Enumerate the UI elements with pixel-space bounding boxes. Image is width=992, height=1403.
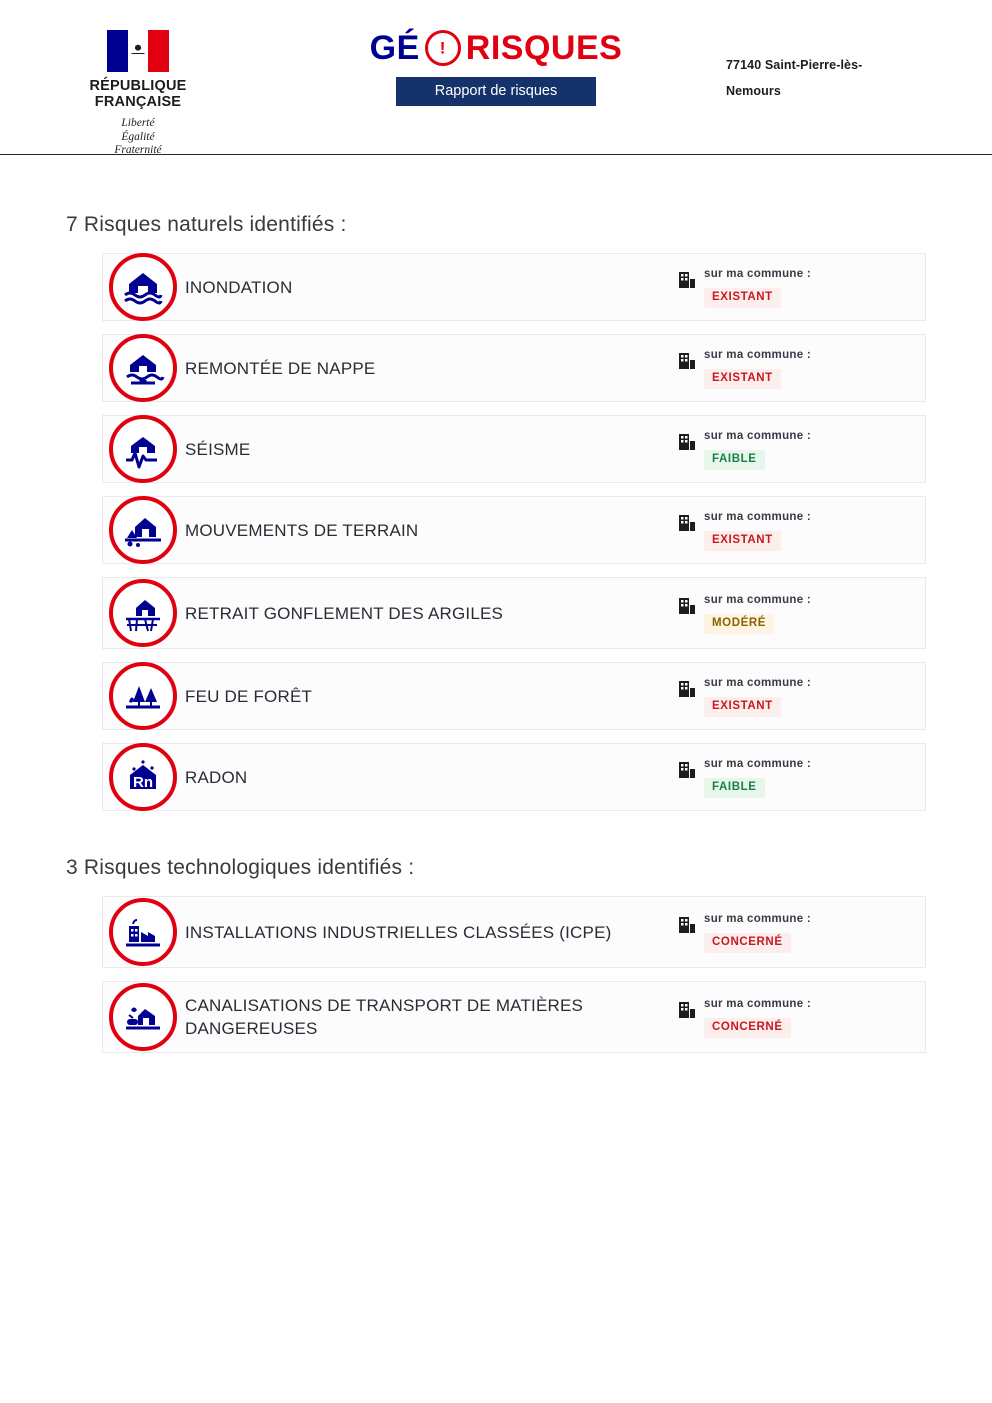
status-badge: CONCERNÉ <box>704 1018 791 1038</box>
commune-text: sur ma commune : <box>704 510 812 523</box>
republique-francaise-logo <box>63 30 213 158</box>
status-badge: FAIBLE <box>704 778 765 798</box>
status-badge: EXISTANT <box>704 697 781 717</box>
risk-label: REMONTÉE DE NAPPE <box>185 358 376 378</box>
status-badge: EXISTANT <box>704 369 781 389</box>
risk-row-canalisations-matieres-dangereuses[interactable] <box>102 981 926 1053</box>
address-line-2: Nemours <box>726 84 781 98</box>
rapport-de-risques-button[interactable]: Rapport de risques <box>396 77 596 106</box>
commune-building-icon <box>678 271 696 294</box>
mouvements-de-terrain-icon <box>109 496 177 564</box>
icpe-icon <box>109 898 177 966</box>
commune-text: sur ma commune : <box>704 593 812 606</box>
commune-building-icon <box>678 352 696 375</box>
republic-title-line2: FRANÇAISE <box>94 94 182 110</box>
risk-row-radon[interactable] <box>102 743 926 811</box>
svg-text:Rn: Rn <box>133 774 153 791</box>
remontee-de-nappe-icon <box>109 334 177 402</box>
feu-de-foret-icon <box>109 662 177 730</box>
risques-technologiques-list <box>102 896 926 1053</box>
devise-liberte: Liberté <box>121 117 155 129</box>
commune-text: sur ma commune : <box>704 267 812 280</box>
risk-row-icpe[interactable] <box>102 896 926 968</box>
report-content <box>0 213 992 1053</box>
brand-ge-text: GÉ <box>369 29 420 67</box>
republic-title-line1: RÉPUBLIQUE <box>89 78 187 94</box>
risk-label: CANALISATIONS DE TRANSPORT DE MATIÈRES DANGEREUSES <box>185 996 584 1038</box>
devise-egalite: Égalité <box>121 130 155 143</box>
seisme-icon <box>109 415 177 483</box>
commune-text: sur ma commune : <box>704 997 812 1010</box>
commune-building-icon <box>678 1001 696 1024</box>
section-title-risques-naturels: 7 Risques naturels identifiés : <box>66 213 347 236</box>
status-badge: EXISTANT <box>704 288 781 308</box>
commune-building-icon <box>678 514 696 537</box>
commune-building-icon <box>678 597 696 620</box>
risk-row-remontee-de-nappe[interactable] <box>102 334 926 402</box>
commune-building-icon <box>678 433 696 456</box>
risk-label: MOUVEMENTS DE TERRAIN <box>185 520 419 540</box>
risk-label: RADON <box>185 767 248 787</box>
risk-row-inondation[interactable] <box>102 253 926 321</box>
risk-label: INSTALLATIONS INDUSTRIELLES CLASSÉES (ICPE) <box>185 922 612 942</box>
address-block <box>726 52 926 104</box>
commune-building-icon <box>678 761 696 784</box>
radon-icon <box>109 743 177 811</box>
status-badge: CONCERNÉ <box>704 933 791 953</box>
commune-building-icon <box>678 680 696 703</box>
status-badge: FAIBLE <box>704 450 765 470</box>
retrait-gonflement-argiles-icon <box>109 579 177 647</box>
commune-building-icon <box>678 916 696 939</box>
risk-row-retrait-gonflement-argiles[interactable] <box>102 577 926 649</box>
french-flag-icon <box>107 30 169 72</box>
commune-text: sur ma commune : <box>704 348 812 361</box>
address-line-1: 77140 Saint-Pierre-lès- <box>726 58 863 72</box>
risk-row-mouvements-de-terrain[interactable] <box>102 496 926 564</box>
warning-circle-icon <box>425 30 461 66</box>
canalisations-matieres-dangereuses-icon <box>109 983 177 1051</box>
commune-text: sur ma commune : <box>704 912 812 925</box>
risk-row-feu-de-foret[interactable] <box>102 662 926 730</box>
risk-label: FEU DE FORÊT <box>185 686 313 706</box>
inondation-icon <box>109 253 177 321</box>
commune-text: sur ma commune : <box>704 757 812 770</box>
section-title-risques-technologiques: 3 Risques technologiques identifiés : <box>66 856 415 879</box>
commune-text: sur ma commune : <box>704 676 812 689</box>
brand-risques-text: RISQUES <box>465 29 623 67</box>
risques-naturels-list <box>102 253 926 811</box>
status-badge: EXISTANT <box>704 531 781 551</box>
commune-text: sur ma commune : <box>704 429 812 442</box>
status-badge: MODÉRÉ <box>704 614 774 634</box>
devise-fraternite: Fraternité <box>114 144 162 156</box>
risk-row-seisme[interactable] <box>102 415 926 483</box>
risk-label: SÉISME <box>185 439 251 459</box>
risk-label: RETRAIT GONFLEMENT DES ARGILES <box>185 603 504 623</box>
risk-label: INONDATION <box>185 277 293 297</box>
page-header <box>0 0 992 155</box>
